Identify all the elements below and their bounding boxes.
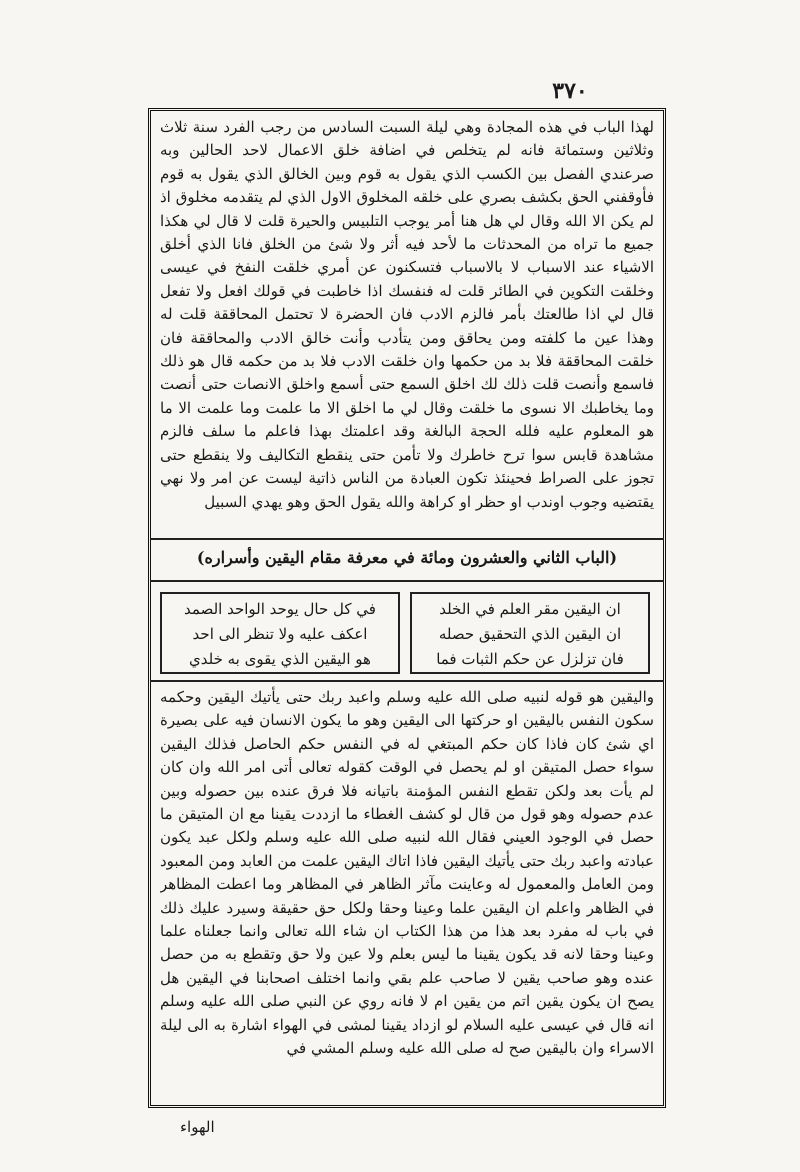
poem-line: هو اليقين الذي يقوى به خلدي <box>189 650 371 668</box>
poem-line: في كل حال يوحد الواحد الصمد <box>184 600 376 618</box>
poem-box-right <box>410 592 650 674</box>
divider <box>150 538 664 540</box>
body-text-bottom <box>160 686 654 1098</box>
page-number: ٣٧٠ <box>552 78 588 104</box>
paragraph: واليقين هو قوله لنبيه صلى الله عليه وسلم واعبد ربك حتى يأتيك اليقين وحكمه سكون النفس باليقين او حركتها الى اليقين وهو ما يكون الانسان فيه على بصيرة اي شئ كان فاذا كان حكم المبتغي له في النفس حكم الحاصل فذلك اليقين سواء حصل المتيقن او لم يحصل في الوقت كقوله تعالى أتى امر الله وان كان لم يأت بعد ولكن تقطع النفس المؤمنة باتيانه فلا فرق عنده بين حصوله وبين عدم حصوله وهو قول من قال لو كشف الغطاء ما ازددت يقينا مع ان المتيقن ما حصل في الوجود العيني فقال الله لنبيه صلى الله عليه وسلم ولكل عبد يكون عبادته واعبد ربك حتى يأتيك اليقين فاذا اتاك اليقين علمت من العابد ومن المعبود ومن العامل والمعمول له وعاينت مآثر الظاهر في المظاهر وما اعطت المظاهر في الظاهر واعلم ان اليقين علما وعينا وحقا ولكل حق حقيقة وسيرد عليك ذلك في باب له مفرد بعد هذا من هذا الكتاب ان شاء الله تعالى وانما جعلناه علما وعينا وحقا لانه قد يكون يقينا ما ليس بعلم ولا عين ولا حق وتقطع به من حصل عنده وهو صاحب يقين لا صاحب علم بقي وانما اختلف اصحابنا في اليقين هل يصح ان يكون يقين اتم من يقين ام لا فانه روي عن النبي صلى الله عليه وسلم انه قال في عيسى عليه السلام لو ازداد يقينا لمشى في الهواء اشارة به الى ليلة الاسراء وان باليقين صح له صلى الله عليه وسلم المشي في <box>160 688 654 1058</box>
body-text-top <box>160 116 654 536</box>
divider <box>150 580 664 582</box>
poem-box-left <box>160 592 400 674</box>
poem-line: ان اليقين مقر العلم في الخلد <box>439 600 621 618</box>
poem-line: ان اليقين الذي التحقيق حصله <box>438 625 622 643</box>
paragraph: لهذا الباب في هذه المجادة وهي ليلة السبت السادس من رجب الفرد سنة ثلاث وثلاثين وستمائة فانه لم يتخلص في اضافة خلق الاعمال لاحد الحالين وبه صرعندي الفصل بين الكسب الذي يقول به قوم وبين الخالق الذي يقول به قوم فأوقفني الحق بكشف بصري على خلقه المخلوق الاول الذي لم يتقدمه مخلوق اذ لم يكن الا الله وقال لي هل هنا أمر يوجب التلبيس والحيرة قلت لا قال لي هكذا جميع ما تراه من المحدثات ما لأحد فيه أثر ولا شئ من الخلق فانا الذي أخلق الاشياء عند الاسباب لا بالاسباب فتسكنون عن أمري خلقت النفخ في عيسى وخلقت التكوين في الطائر قلت له فنفسك اذا خاطبت في قولك افعل ولا تفعل قال لي اذا طالعتك بأمر فالزم الادب فان الحضرة لا تحتمل المحاققة قلت له وهذا عين ما كلفته ومن يحاقق ومن يتأدب وأنت خالق الادب والمحاققة فان خلقت المحاققة فلا بد من حكمها وان خلقت الادب فلا بد من حكمه قال هو ذلك فاسمع وأنصت قلت ذلك لك اخلق السمع حتى أسمع واخلق الانصات حتى أنصت وما يخاطبك الا نسوى ما خلقت وقال لي ما اخلق الا ما علمت وما علمت الا ما هو المعلوم عليه فلله الحجة البالغة وقد اعلمتك بهذا فاعلم ما سلف فالزم مشاهدة قابس سوا ترح خاطرك ولا تأمن حتى ينقطع التكاليف ولا ينقطع حتى تجوز على الصراط فحينئذ تكون العبادة من الناس ذاتية ليست عن امر ولا نهي يقتضيه وجوب اوندب او حظر او كراهة والله يقول الحق وهو يهدي السبيل <box>160 118 654 511</box>
divider <box>150 680 664 682</box>
poem-line: فان تزلزل عن حكم الثبات فما <box>436 650 624 668</box>
catchword: الهواء <box>180 1118 215 1136</box>
chapter-heading: (الباب الثاني والعشرون ومائة في معرفة مقام اليقين وأسراره) <box>196 548 618 567</box>
poem-line: اعكف عليه ولا تنظر الى احد <box>192 625 368 643</box>
